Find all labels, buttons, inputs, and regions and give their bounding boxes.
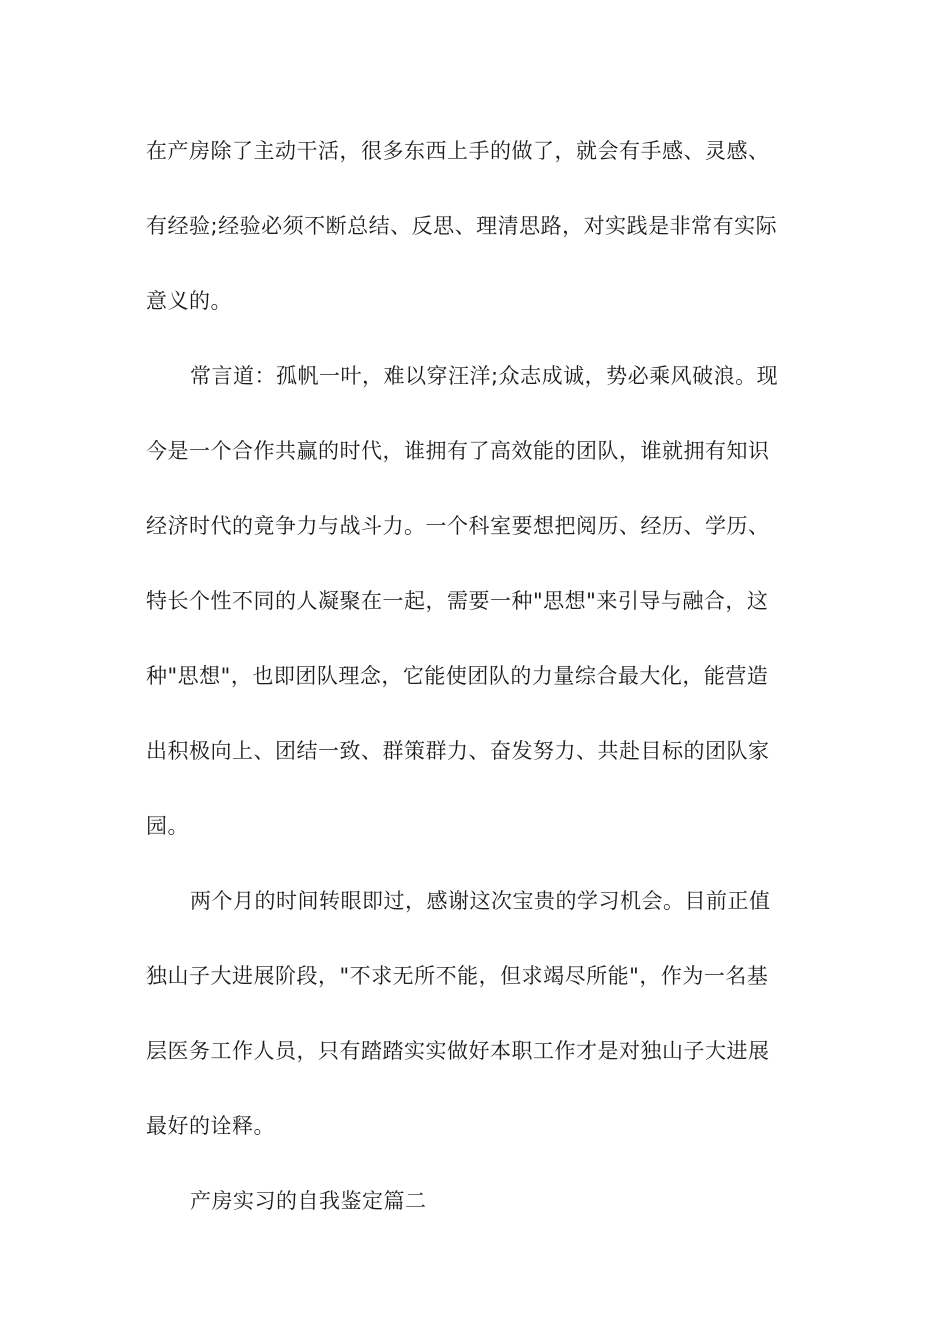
text-line: 意义的。 xyxy=(146,289,232,313)
text-line: 特长个性不同的人凝聚在一起，需要一种"思想"来引导与融合，这 xyxy=(146,589,769,613)
text-line: 今是一个合作共赢的时代，谁拥有了高效能的团队，谁就拥有知识 xyxy=(146,439,770,463)
text-line: 层医务工作人员，只有踏踏实实做好本职工作才是对独山子大进展 xyxy=(146,1039,770,1063)
heading-line: 产房实习的自我鉴定篇二 xyxy=(190,1189,427,1213)
text-line: 园。 xyxy=(146,814,189,838)
text-line: 有经验;经验必须不断总结、反思、理清思路，对实践是非常有实际 xyxy=(146,214,778,238)
text-line: 出积极向上、团结一致、群策群力、奋发努力、共赴目标的团队家 xyxy=(146,739,770,763)
text-line: 在产房除了主动干活，很多东西上手的做了，就会有手感、灵感、 xyxy=(146,139,770,163)
text-line: 两个月的时间转眼即过，感谢这次宝贵的学习机会。目前正值 xyxy=(190,889,771,913)
text-line: 独山子大进展阶段，"不求无所不能，但求竭尽所能"，作为一名基 xyxy=(146,964,769,988)
text-line: 常言道：孤帆一叶，难以穿汪洋;众志成诚，势必乘风破浪。现 xyxy=(190,364,779,388)
text-line: 种"思想"，也即团队理念，它能使团队的力量综合最大化，能营造 xyxy=(146,664,769,688)
text-line: 经济时代的竟争力与战斗力。一个科室要想把阅历、经历、学历、 xyxy=(146,514,770,538)
text-line: 最好的诠释。 xyxy=(146,1114,275,1138)
